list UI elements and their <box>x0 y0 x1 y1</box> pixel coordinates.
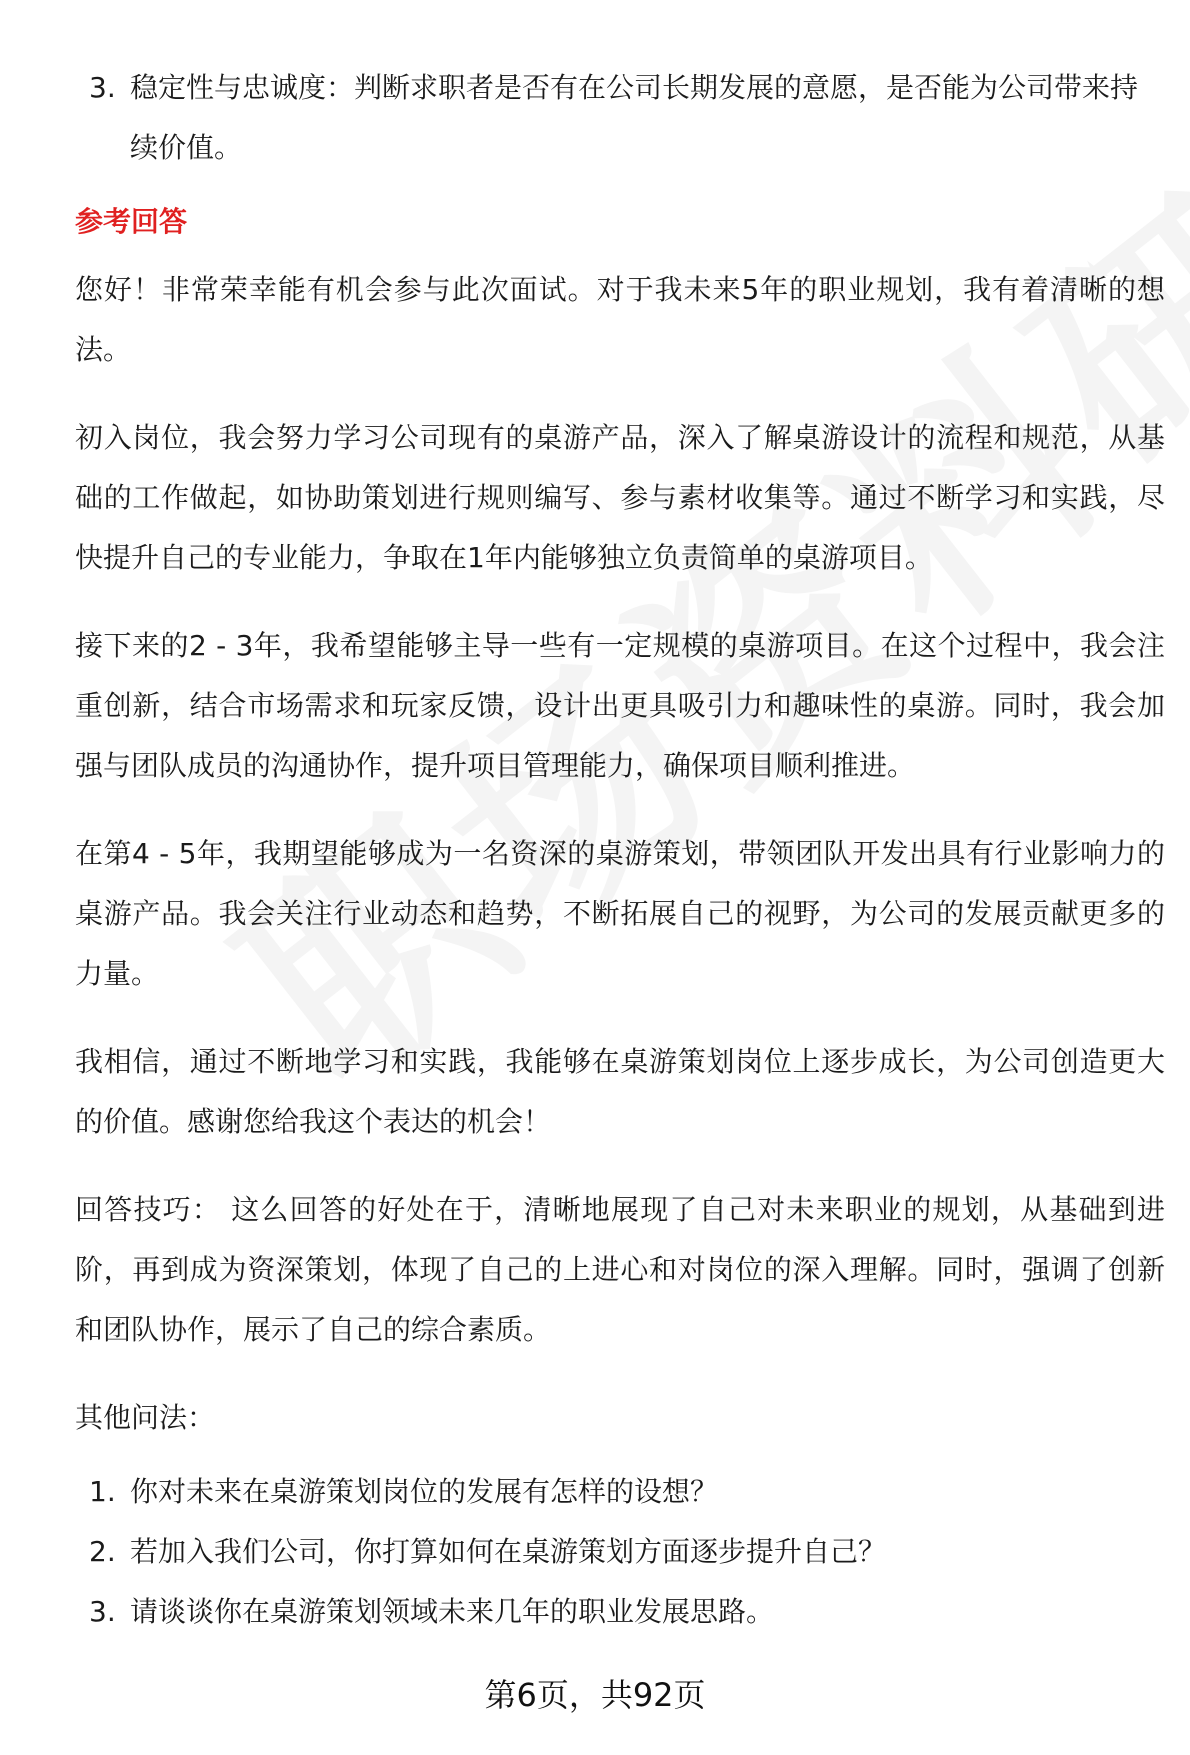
paragraph-mid-stage: 接下来的2 - 3年，我希望能够主导一些有一定规模的桌游项目。在这个过程中，我会注重创新，结合市场需求和玩家反馈，设计出更具吸引力和趣味性的桌游。同时，我会加强与团队成员的沟通协作，提升项目管理能力，确保项目顺利推进。 <box>75 629 1165 782</box>
list-item-text: 若加入我们公司，你打算如何在桌游策划方面逐步提升自己？ <box>130 1535 887 1568</box>
section-heading: 参考回答 <box>75 205 188 238</box>
page-number-footer: 第6页，共92页 <box>484 1676 706 1714</box>
paragraph-senior-stage: 在第4 - 5年，我期望能够成为一名资深的桌游策划，带领团队开发出具有行业影响力的桌游产品。我会关注行业动态和趋势，不断拓展自己的视野，为公司的发展贡献更多的力量。 <box>75 837 1165 990</box>
list-item <box>75 58 1165 178</box>
page-content <box>75 58 1165 1642</box>
list-item-text: 稳定性与忠诚度：判断求职者是否有在公司长期发展的意愿，是否能为公司带来持续价值。 <box>130 71 1139 164</box>
list-item <box>75 1522 1165 1582</box>
list-item-number: 3. <box>89 71 116 104</box>
list-item-text: 你对未来在桌游策划岗位的发展有怎样的设想？ <box>130 1475 719 1508</box>
criteria-list <box>75 58 1165 178</box>
paragraph-other-questions: 其他问法： <box>75 1401 216 1434</box>
list-item-text: 请谈谈你在桌游策划领域未来几年的职业发展思路。 <box>130 1595 775 1628</box>
list-item-number: 3. <box>89 1595 116 1628</box>
list-item-number: 2. <box>89 1535 116 1568</box>
alternate-questions-list <box>75 1462 1165 1642</box>
list-item <box>75 1462 1165 1522</box>
paragraph-greeting: 您好！非常荣幸能有机会参与此次面试。对于我未来5年的职业规划，我有着清晰的想法。 <box>75 273 1165 366</box>
list-item-number: 1. <box>89 1475 116 1508</box>
list-item <box>75 1582 1165 1642</box>
paragraph-entry-stage: 初入岗位，我会努力学习公司现有的桌游产品，深入了解桌游设计的流程和规范，从基础的工作做起，如协助策划进行规则编写、参与素材收集等。通过不断学习和实践，尽快提升自己的专业能力，争取在1年内能够独立负责简单的桌游项目。 <box>75 421 1165 574</box>
paragraph-conclusion: 我相信，通过不断地学习和实践，我能够在桌游策划岗位上逐步成长，为公司创造更大的价值。感谢您给我这个表达的机会！ <box>75 1045 1165 1138</box>
paragraph-answer-tips: 回答技巧： 这么回答的好处在于，清晰地展现了自己对未来职业的规划，从基础到进阶，再到成为资深策划，体现了自己的上进心和对岗位的深入理解。同时，强调了创新和团队协作，展示了自己的综合素质。 <box>75 1193 1165 1346</box>
